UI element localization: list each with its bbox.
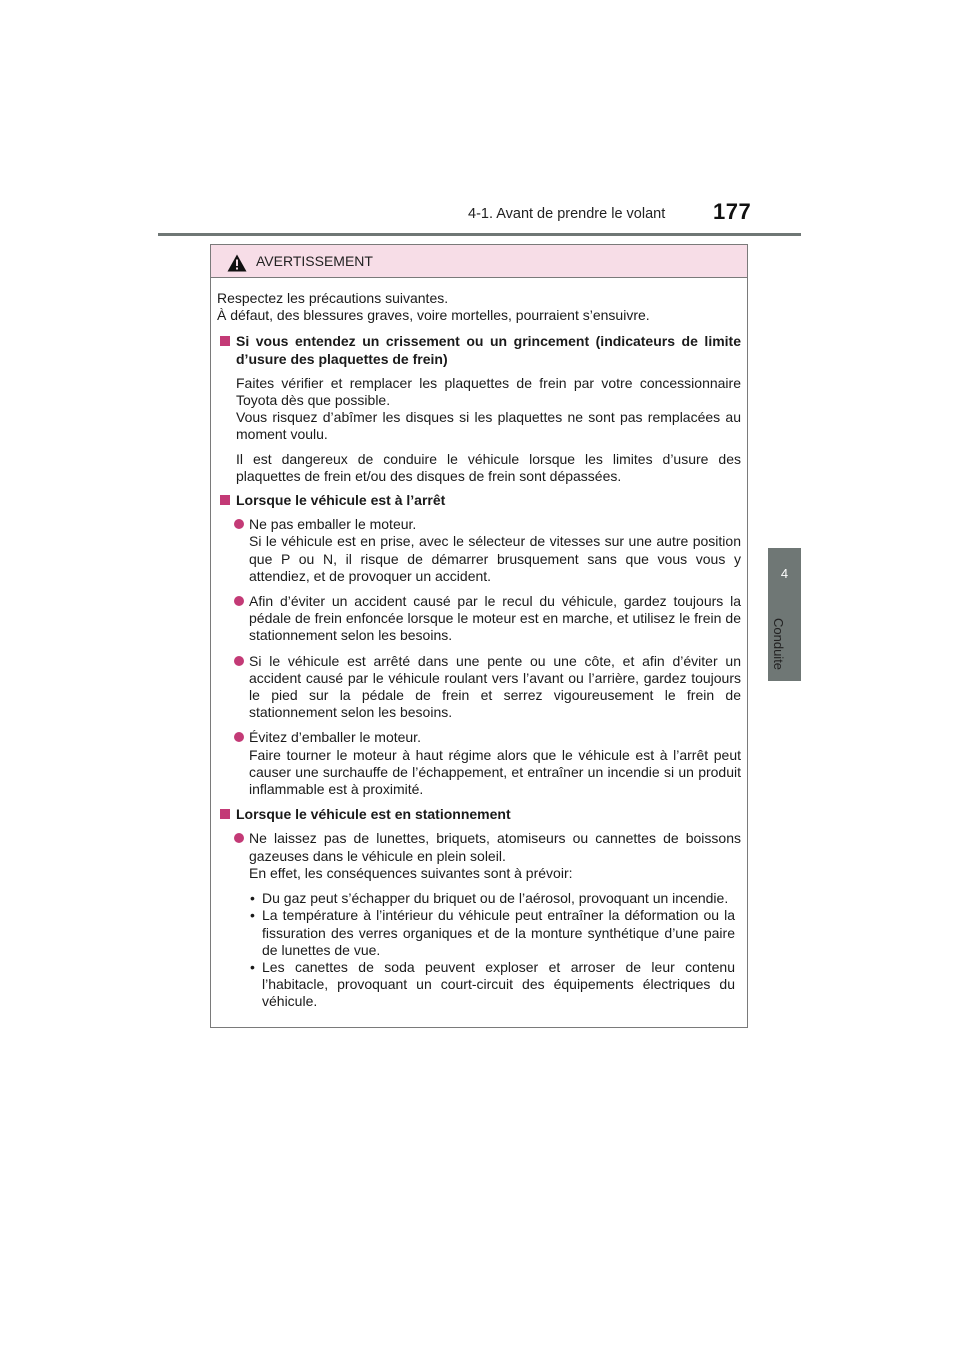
sub-list-text: Les canettes de soda peuvent exploser et arroser de leur contenu l’habitacle, provoquant un court-circuit des équipements électriques du véhicule.: [262, 958, 735, 1010]
round-bullet-icon: [234, 833, 244, 843]
section-paragraph: [217, 375, 741, 444]
list-item: [217, 830, 741, 882]
sub-list-item: [217, 907, 741, 959]
section-heading-brake-pads: [217, 333, 741, 367]
round-bullet-icon: [234, 519, 244, 529]
round-bullet-icon: [234, 656, 244, 666]
warning-intro: [217, 290, 741, 324]
round-bullet-icon: [234, 596, 244, 606]
square-bullet-icon: [220, 336, 230, 346]
sub-list-text: Du gaz peut s’échapper du briquet ou de l’aérosol, provoquant un incendie.: [262, 890, 729, 907]
small-bullet-icon: •: [250, 890, 255, 907]
sub-list: [217, 890, 741, 1010]
paragraph-line: Vous risquez d’abîmer les disques si les plaquettes ne sont pas remplacées au moment voulu.: [236, 409, 741, 443]
intro-line: Respectez les précautions suivantes.: [217, 290, 449, 306]
square-bullet-icon: [220, 809, 230, 819]
intro-line: À défaut, des blessures graves, voire mortelles, pourraient s’ensuivre.: [217, 307, 650, 324]
page-number: 177: [713, 199, 752, 224]
list-item: [217, 593, 741, 645]
chapter-label: Conduite: [771, 618, 786, 671]
warning-header: [211, 245, 747, 278]
warning-body: [211, 278, 747, 1011]
section-heading-text: Lorsque le véhicule est en stationnement: [236, 806, 511, 823]
bullet-line: Faire tourner le moteur à haut régime alors que le véhicule est à l’arrêt peut causer une surchauffe de l’échappement, et entraîner un incendie si un produit inflammable est à proximité.: [249, 746, 741, 798]
square-bullet-icon: [220, 495, 230, 505]
bullet-line: Afin d’éviter un accident causé par le recul du véhicule, gardez toujours la pédale de frein enfoncée lorsque le moteur est en marche, et utilisez le frein de stationnement selon les besoins.: [249, 593, 741, 644]
header-rule: [158, 233, 801, 236]
list-item: [217, 653, 741, 722]
list-item: [217, 516, 741, 585]
section-paragraph: [217, 451, 741, 485]
small-bullet-icon: •: [250, 958, 255, 975]
bullet-line: Si le véhicule est en prise, avec le sélecteur de vitesses sur une autre position que P ou N, il risque de démarrer brusquement sans que vous vous y attendiez, et de provoquer un accident.: [249, 533, 741, 584]
paragraph-line: Faites vérifier et remplacer les plaquettes de frein par votre concessionnaire Toyota dès que possible.: [236, 374, 741, 409]
section-heading-text: Lorsque le véhicule est à l’arrêt: [236, 492, 446, 509]
round-bullet-icon: [234, 732, 244, 742]
warning-box: [210, 244, 748, 1028]
list-item: [217, 729, 741, 798]
sub-list-text: La température à l’intérieur du véhicule peut entraîner la déformation ou la fissuration des verres organiques et de la monture synthétique d’une paire de lunettes de vue.: [262, 907, 735, 958]
bullet-line: Ne laissez pas de lunettes, briquets, atomiseurs ou cannettes de boissons gazeuses dans le véhicule en plein soleil.: [249, 830, 741, 864]
section-heading-stopped: [217, 492, 741, 509]
bullet-line: Évitez d’emballer le moteur.: [249, 729, 421, 746]
paragraph-line: Il est dangereux de conduire le véhicule lorsque les limites d’usure des plaquettes de frein et/ou des disques de frein sont dépassées.: [236, 450, 741, 484]
chapter-number: 4: [780, 566, 789, 581]
warning-triangle-icon: [227, 254, 247, 272]
bullet-line: Ne pas emballer le moteur.: [249, 516, 417, 533]
section-heading-parked: [217, 806, 741, 823]
bullet-line: En effet, les conséquences suivantes sont à prévoir:: [249, 864, 573, 881]
section-heading-text: Si vous entendez un crissement ou un grincement (indicateurs de limite d’usure des plaquettes de frein): [236, 333, 741, 367]
section-title: 4-1. Avant de prendre le volant: [468, 206, 666, 222]
sub-list-item: [217, 959, 741, 1011]
sub-list-item: [217, 890, 741, 907]
small-bullet-icon: •: [250, 907, 255, 924]
warning-title: AVERTISSEMENT: [256, 253, 373, 269]
bullet-line: Si le véhicule est arrêté dans une pente ou une côte, et afin d’éviter un accident causé par le véhicule roulant vers l’avant ou l’arrière, gardez toujours le pied sur la pédale de frein et serrez vigoureusement le frein de stationnement selon les besoins.: [249, 652, 741, 721]
